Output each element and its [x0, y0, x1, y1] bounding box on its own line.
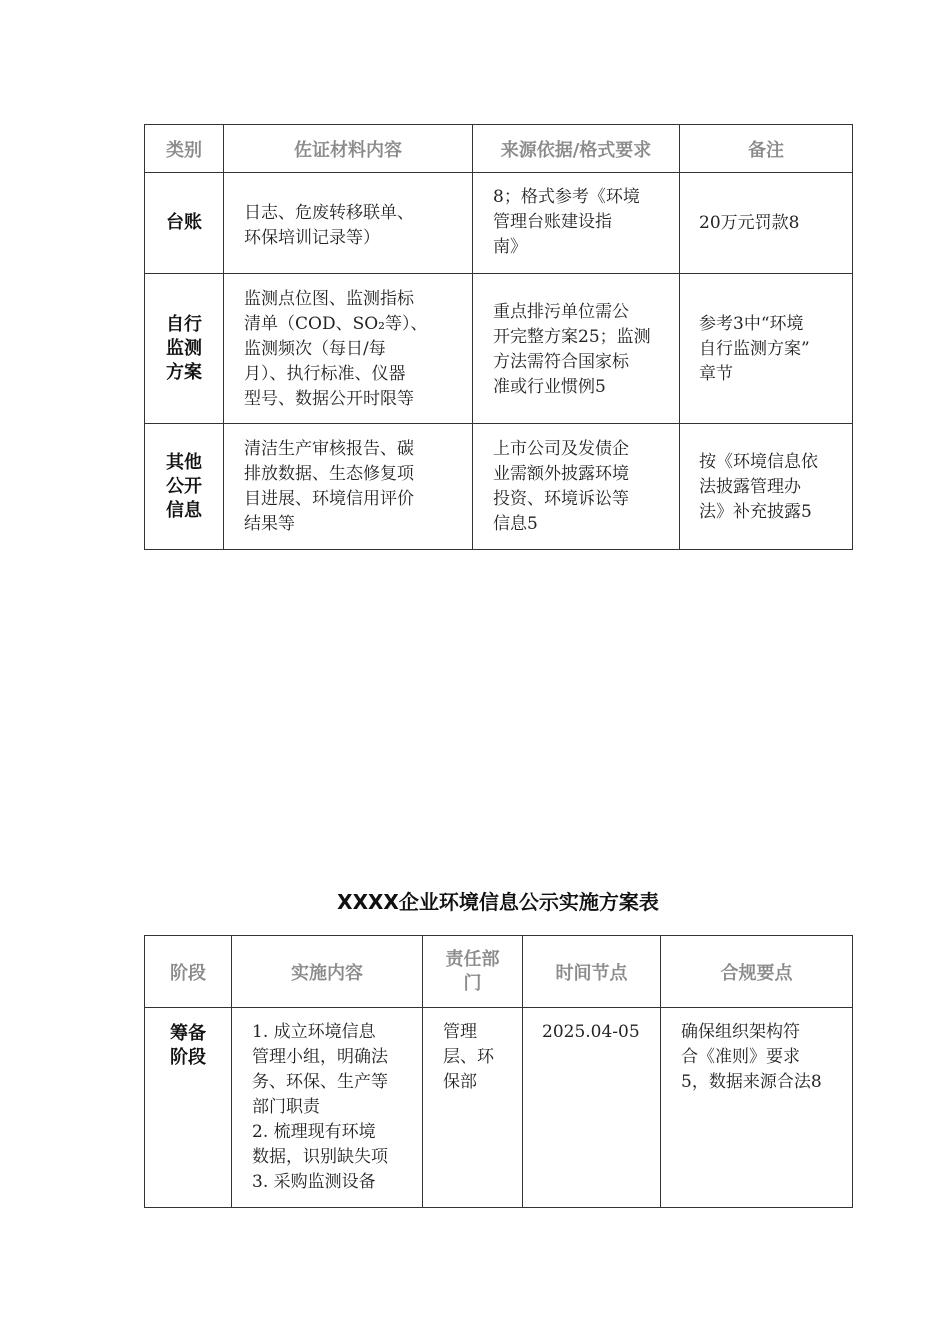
- row-category: 台账: [145, 173, 224, 274]
- table-row: [145, 424, 853, 550]
- header-category: 类别: [145, 125, 224, 173]
- page-title: XXXX企业环境信息公示实施方案表: [337, 890, 659, 914]
- row-category: 其他 公开 信息: [145, 424, 224, 550]
- header-compliance: 合规要点: [661, 936, 853, 1008]
- row-source: 重点排污单位需公 开完整方案25；监测 方法需符合国家标 准或行业惯例5: [493, 302, 651, 397]
- row-compliance: 确保组织架构符 合《准则》要求 5，数据来源合法8: [681, 1022, 822, 1092]
- table-row: [145, 173, 853, 274]
- row-department: 管理 层、环 保部: [443, 1022, 494, 1092]
- row-category: 自行 监测 方案: [145, 274, 224, 424]
- table-row: [145, 1008, 853, 1208]
- row-time: 2025.04-05: [542, 1022, 640, 1042]
- row-content: 日志、危废转移联单、 环保培训记录等）: [244, 203, 414, 248]
- table-row: [145, 274, 853, 424]
- row-content: 清洁生产审核报告、碳 排放数据、生态修复项 目进展、环境信用评价 结果等: [244, 439, 414, 534]
- header-source: 来源依据/格式要求: [473, 125, 680, 173]
- header-note: 备注: [680, 125, 853, 173]
- row-note: 按《环境信息依 法披露管理办 法》补充披露5: [699, 452, 818, 522]
- header-content: 实施内容: [232, 936, 423, 1008]
- header-stage: 阶段: [145, 936, 232, 1008]
- table-header-row: [145, 936, 853, 1008]
- row-content: 1. 成立环境信息 管理小组，明确法 务、环保、生产等 部门职责 2. 梳理现有环境 数据，识别缺失项 3. 采购监测设备: [252, 1022, 388, 1192]
- table-header-row: [145, 125, 853, 173]
- header-content: 佐证材料内容: [224, 125, 473, 173]
- implementation-plan-table: [144, 935, 853, 1208]
- row-source: 8；格式参考《环境 管理台账建设指 南》: [493, 187, 640, 257]
- row-note: 参考3中“环境 自行监测方案” 章节: [699, 314, 810, 384]
- header-department: 责任部 门: [423, 936, 523, 1008]
- evidence-table: [144, 124, 853, 550]
- header-time: 时间节点: [523, 936, 661, 1008]
- row-source: 上市公司及发债企 业需额外披露环境 投资、环境诉讼等 信息5: [493, 439, 629, 534]
- row-stage: 筹备 阶段: [145, 1008, 232, 1208]
- row-content: 监测点位图、监测指标 清单（COD、SO₂等）、 监测频次（每日/每 月）、执行标准、仪器 型号、数据公开时限等: [244, 289, 428, 409]
- row-note: 20万元罚款8: [699, 213, 800, 233]
